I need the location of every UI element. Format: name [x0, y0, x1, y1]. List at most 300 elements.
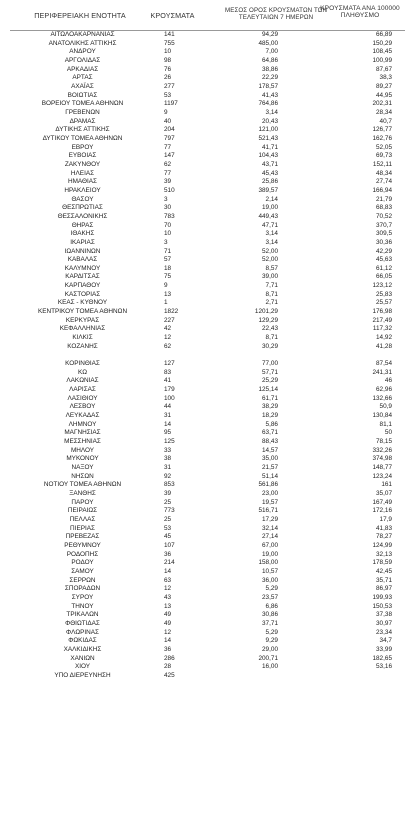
row-cases-per-100000: 33,99 [376, 645, 392, 653]
row-cases: 62 [164, 160, 172, 168]
row-seven-day-average: 35,00 [262, 455, 278, 463]
row-seven-day-average: 52,00 [262, 247, 278, 255]
row-cases-per-100000: 152,11 [372, 160, 392, 168]
row-cases-per-100000: 87,67 [376, 65, 392, 73]
row-cases: 3 [164, 195, 168, 203]
row-cases: 70 [164, 221, 172, 229]
row-region: ΜΥΚΟΝΟΥ [66, 455, 99, 463]
row-cases-per-100000: 172,16 [372, 507, 392, 515]
row-seven-day-average: 19,00 [262, 550, 278, 558]
row-seven-day-average: 23,00 [262, 489, 278, 497]
row-seven-day-average: 6,86 [265, 602, 278, 610]
row-cases: 277 [164, 82, 175, 90]
table-row [0, 360, 413, 368]
row-cases-per-100000: 17,9 [379, 515, 392, 523]
row-cases: 3 [164, 238, 168, 246]
row-cases-per-100000: 161 [381, 481, 392, 489]
row-seven-day-average: 2,71 [265, 299, 278, 307]
row-cases: 147 [164, 152, 175, 160]
row-cases: 57 [164, 256, 172, 264]
row-region: ΛΕΣΒΟΥ [69, 403, 96, 411]
row-cases-per-100000: 176,98 [372, 308, 392, 316]
row-region: ΣΥΡΟΥ [71, 593, 94, 601]
table-row [0, 412, 413, 420]
row-cases-per-100000: 37,38 [376, 611, 392, 619]
table-row [0, 31, 413, 39]
row-seven-day-average: 5,29 [265, 585, 278, 593]
row-cases: 179 [164, 386, 175, 394]
row-region: ΥΠΟ ΔΙΕΡΕΥΝΗΣΗ [54, 671, 111, 679]
row-cases: 92 [164, 472, 172, 480]
table-row [0, 256, 413, 264]
row-cases: 773 [164, 507, 175, 515]
row-seven-day-average: 38,86 [262, 65, 278, 73]
row-cases-per-100000: 52,05 [376, 143, 392, 151]
table-row [0, 525, 413, 533]
row-seven-day-average: 38,29 [262, 403, 278, 411]
row-cases-per-100000: 124,99 [372, 541, 392, 549]
row-cases-per-100000: 167,49 [372, 498, 392, 506]
row-region: ΝΗΣΩΝ [71, 472, 94, 480]
row-region: ΙΩΑΝΝΙΝΩΝ [64, 247, 101, 255]
row-region: ΔΥΤΙΚΟΥ ΤΟΜΕΑ ΑΘΗΝΩΝ [42, 134, 123, 142]
table-row [0, 533, 413, 541]
table-row [0, 213, 413, 221]
row-region: ΔΡΑΜΑΣ [69, 117, 96, 125]
row-seven-day-average: 22,29 [262, 74, 278, 82]
row-cases-per-100000: 70,52 [376, 212, 392, 220]
row-seven-day-average: 200,71 [258, 654, 278, 662]
row-seven-day-average: 485,00 [258, 39, 278, 47]
row-region: ΦΘΙΩΤΙΔΑΣ [65, 619, 100, 627]
row-cases: 49 [164, 619, 172, 627]
row-cases-per-100000: 148,77 [372, 464, 392, 471]
table-row [0, 265, 413, 273]
row-cases: 40 [164, 117, 172, 125]
row-region: ΞΑΝΘΗΣ [69, 489, 96, 497]
row-seven-day-average: 2,14 [265, 195, 278, 203]
table-row [0, 585, 413, 593]
row-cases-per-100000: 108,45 [372, 48, 392, 56]
row-seven-day-average: 30,29 [262, 342, 278, 350]
table-row [0, 455, 413, 463]
table-row [0, 230, 413, 238]
row-cases-per-100000: 27,74 [376, 178, 392, 186]
row-cases-per-100000: 202,31 [372, 100, 392, 108]
row-region: ΠΡΕΒΕΖΑΣ [65, 533, 100, 541]
row-cases-per-100000: 30,36 [376, 238, 392, 246]
row-cases-per-100000: 166,94 [372, 186, 392, 194]
row-cases: 204 [164, 126, 175, 134]
row-seven-day-average: 3,14 [265, 108, 278, 116]
table-row [0, 161, 413, 169]
table-row [0, 369, 413, 377]
row-cases: 43 [164, 593, 172, 601]
row-cases-per-100000: 66,89 [376, 31, 392, 38]
row-cases: 53 [164, 524, 172, 532]
table-row [0, 178, 413, 186]
row-cases: 31 [164, 412, 172, 420]
row-cases-per-100000: 241,31 [372, 368, 392, 376]
table-row [0, 100, 413, 108]
row-seven-day-average: 9,29 [265, 637, 278, 645]
row-region: ΗΡΑΚΛΕΙΟΥ [64, 186, 101, 194]
table-row [0, 74, 413, 82]
row-region: ΡΟΔΟΠΗΣ [66, 550, 99, 558]
row-cases-per-100000: 42,45 [376, 567, 392, 575]
row-cases: 25 [164, 515, 172, 523]
row-seven-day-average: 8,71 [265, 290, 278, 298]
row-seven-day-average: 3,14 [265, 230, 278, 238]
table-row [0, 551, 413, 559]
row-region: ΑΡΤΑΣ [72, 74, 93, 82]
row-seven-day-average: 32,14 [262, 524, 278, 532]
row-cases-per-100000: 87,54 [376, 360, 392, 368]
row-region: ΚΑΣΤΟΡΙΑΣ [64, 290, 101, 298]
row-region: ΑΝΔΡΟΥ [69, 48, 96, 56]
row-seven-day-average: 23,57 [262, 593, 278, 601]
row-seven-day-average: 158,00 [258, 559, 278, 567]
row-cases: 30 [164, 204, 172, 212]
row-seven-day-average: 7,71 [265, 282, 278, 290]
row-cases-per-100000: 162,76 [372, 134, 392, 142]
row-cases: 13 [164, 602, 172, 610]
row-region: ΚΩ [77, 368, 88, 376]
row-cases: 425 [164, 671, 175, 679]
table-row [0, 481, 413, 489]
row-cases: 214 [164, 559, 175, 567]
table-row [0, 170, 413, 178]
row-seven-day-average: 61,71 [262, 394, 278, 402]
row-region: ΡΟΔΟΥ [71, 559, 94, 567]
row-cases-per-100000: 150,53 [372, 602, 392, 610]
row-cases-per-100000: 25,57 [376, 299, 392, 307]
row-seven-day-average: 64,86 [262, 56, 278, 64]
row-cases: 755 [164, 39, 175, 47]
row-seven-day-average: 43,71 [262, 160, 278, 168]
row-cases-per-100000: 86,97 [376, 585, 392, 593]
table-row [0, 204, 413, 212]
row-cases: 77 [164, 169, 172, 177]
row-region: ΛΗΜΝΟΥ [68, 420, 97, 428]
table-row [0, 559, 413, 567]
row-region: ΕΒΡΟΥ [71, 143, 94, 151]
table-row [0, 377, 413, 385]
row-cases: 95 [164, 429, 172, 437]
row-region: ΠΕΛΛΑΣ [69, 515, 96, 523]
table-row [0, 343, 413, 351]
row-region: ΧΑΝΙΩΝ [70, 654, 95, 662]
table-row [0, 187, 413, 195]
row-region: ΣΕΡΡΩΝ [69, 576, 96, 584]
row-cases-per-100000: 38,3 [379, 74, 392, 82]
table-row [0, 308, 413, 316]
row-seven-day-average: 449,43 [258, 212, 278, 220]
table-row [0, 429, 413, 437]
row-region: ΣΠΟΡΑΔΩΝ [64, 585, 101, 593]
row-region: ΚΟΡΙΝΘΙΑΣ [65, 360, 100, 368]
table-row [0, 222, 413, 230]
row-region: ΚΑΡΔΙΤΣΑΣ [65, 273, 100, 281]
row-region: ΝΟΤΙΟΥ ΤΟΜΕΑ ΑΘΗΝΩΝ [43, 481, 122, 489]
row-cases-per-100000: 78,27 [376, 533, 392, 541]
row-seven-day-average: 29,00 [262, 645, 278, 653]
row-cases-per-100000: 53,16 [376, 663, 392, 671]
row-seven-day-average: 3,14 [265, 238, 278, 246]
row-cases-per-100000: 117,32 [372, 325, 392, 333]
row-region: ΚΕΝΤΡΙΚΟΥ ΤΟΜΕΑ ΑΘΗΝΩΝ [37, 308, 128, 316]
row-cases-per-100000: 41,83 [376, 524, 392, 532]
table-row [0, 577, 413, 585]
row-seven-day-average: 67,00 [262, 541, 278, 549]
row-seven-day-average: 39,00 [262, 273, 278, 281]
row-seven-day-average: 8,71 [265, 334, 278, 342]
row-cases: 9 [164, 282, 168, 290]
table-row [0, 421, 413, 429]
row-cases-per-100000: 69,73 [376, 152, 392, 160]
row-cases: 783 [164, 212, 175, 220]
row-cases-per-100000: 89,27 [376, 82, 392, 90]
row-region: ΚΕΑΣ - ΚΥΘΝΟΥ [57, 299, 108, 307]
row-seven-day-average: 57,71 [262, 368, 278, 376]
row-cases-per-100000: 68,83 [376, 204, 392, 212]
table-row [0, 239, 413, 247]
row-cases-per-100000: 123,24 [372, 472, 392, 480]
table-row [0, 473, 413, 481]
row-cases-per-100000: 62,96 [376, 386, 392, 394]
row-cases-per-100000: 182,65 [372, 654, 392, 662]
row-region: ΛΑΣΙΘΙΟΥ [67, 394, 98, 402]
row-cases: 127 [164, 360, 175, 368]
row-region: ΑΡΓΟΛΙΔΑΣ [64, 56, 101, 64]
row-cases: 39 [164, 489, 172, 497]
row-cases-per-100000: 48,34 [376, 169, 392, 177]
row-seven-day-average: 16,00 [262, 663, 278, 671]
row-region: ΧΙΟΥ [74, 663, 91, 671]
row-cases-per-100000: 35,07 [376, 489, 392, 497]
row-cases-per-100000: 45,63 [376, 256, 392, 264]
table-row [0, 282, 413, 290]
row-seven-day-average: 27,14 [262, 533, 278, 541]
row-cases-per-100000: 370,7 [376, 221, 392, 229]
row-seven-day-average: 41,71 [262, 143, 278, 151]
row-region: ΦΛΩΡΙΝΑΣ [65, 628, 99, 636]
row-cases-per-100000: 132,66 [372, 394, 392, 402]
row-region: ΑΝΑΤΟΛΙΚΗΣ ΑΤΤΙΚΗΣ [48, 39, 117, 47]
row-region: ΤΗΝΟΥ [71, 602, 94, 610]
row-cases: 13 [164, 290, 172, 298]
table-row [0, 507, 413, 515]
row-cases: 53 [164, 91, 172, 99]
row-seven-day-average: 521,43 [258, 134, 278, 142]
table-row [0, 40, 413, 48]
row-region: ΠΙΕΡΙΑΣ [70, 524, 95, 532]
table-row [0, 135, 413, 143]
table-row [0, 118, 413, 126]
table-row [0, 83, 413, 91]
row-seven-day-average: 764,86 [258, 100, 278, 108]
row-region: ΜΑΓΝΗΣΙΑΣ [64, 429, 101, 437]
row-cases: 39 [164, 178, 172, 186]
row-region: ΜΗΛΟΥ [70, 446, 95, 454]
row-cases-per-100000: 21,79 [376, 195, 392, 203]
row-seven-day-average: 19,00 [262, 204, 278, 212]
row-cases: 28 [164, 663, 172, 671]
row-region: ΖΑΚΥΝΘΟΥ [64, 160, 101, 168]
row-cases: 853 [164, 481, 175, 489]
table-row [0, 273, 413, 281]
row-seven-day-average: 22,43 [262, 325, 278, 333]
row-cases-per-100000: 66,05 [376, 273, 392, 281]
row-seven-day-average: 20,43 [262, 117, 278, 125]
row-region: ΚΟΖΑΝΗΣ [67, 342, 98, 350]
table-row [0, 603, 413, 611]
row-cases: 36 [164, 550, 172, 558]
row-seven-day-average: 10,57 [262, 567, 278, 575]
header-cases-per-100000: ΚΡΟΥΣΜΑΤΑ ΑΝΑ 100000 ΠΛΗΘΥΣΜΟ [320, 5, 400, 19]
row-cases-per-100000: 40,7 [379, 117, 392, 125]
row-cases-per-100000: 30,97 [376, 619, 392, 627]
row-cases-per-100000: 41,28 [376, 342, 392, 350]
row-seven-day-average: 21,57 [262, 464, 278, 471]
table-row [0, 386, 413, 394]
row-cases: 33 [164, 446, 172, 454]
table-row [0, 66, 413, 74]
row-cases: 71 [164, 247, 172, 255]
row-cases-per-100000: 374,98 [372, 455, 392, 463]
row-region: ΚΙΛΚΙΣ [72, 334, 93, 342]
row-region: ΑΙΤΩΛΟΑΚΑΡΝΑΝΙΑΣ [50, 31, 115, 38]
table-row [0, 291, 413, 299]
row-cases: 10 [164, 48, 172, 56]
table-row [0, 351, 413, 359]
row-cases: 9 [164, 108, 168, 116]
row-region: ΒΟΡΕΙΟΥ ΤΟΜΕΑ ΑΘΗΝΩΝ [41, 100, 124, 108]
row-region: ΙΘΑΚΗΣ [70, 230, 95, 238]
row-region: ΛΑΡΙΣΑΣ [69, 386, 96, 394]
row-cases: 1197 [164, 100, 178, 108]
table-row [0, 542, 413, 550]
table-row [0, 629, 413, 637]
row-region: ΙΚΑΡΙΑΣ [70, 238, 95, 246]
table-row [0, 464, 413, 472]
table-row [0, 334, 413, 342]
row-seven-day-average: 1201,29 [254, 308, 278, 316]
row-seven-day-average: 5,29 [265, 628, 278, 636]
row-seven-day-average: 52,00 [262, 256, 278, 264]
row-cases-per-100000: 126,77 [372, 126, 392, 134]
table-row [0, 620, 413, 628]
row-cases-per-100000: 42,29 [376, 247, 392, 255]
row-region: ΗΜΑΘΙΑΣ [67, 178, 98, 186]
row-region: ΓΡΕΒΕΝΩΝ [65, 108, 100, 116]
row-cases: 49 [164, 611, 172, 619]
row-cases-per-100000: 32,13 [376, 550, 392, 558]
row-cases: 227 [164, 316, 175, 324]
row-cases: 45 [164, 533, 172, 541]
row-seven-day-average: 104,43 [258, 152, 278, 160]
row-seven-day-average: 94,29 [262, 31, 278, 38]
row-cases-per-100000: 28,34 [376, 108, 392, 116]
row-seven-day-average: 41,43 [262, 91, 278, 99]
row-seven-day-average: 5,86 [265, 420, 278, 428]
table-row [0, 663, 413, 671]
row-region: ΘΑΣΟΥ [71, 195, 94, 203]
row-cases-per-100000: 309,5 [376, 230, 392, 238]
row-cases: 1822 [164, 308, 179, 316]
row-seven-day-average: 25,29 [262, 377, 278, 385]
row-cases-per-100000: 34,7 [379, 637, 392, 645]
table-row [0, 646, 413, 654]
row-region: ΑΡΚΑΔΙΑΣ [66, 65, 99, 73]
table-row [0, 499, 413, 507]
row-cases: 141 [164, 31, 175, 38]
header-seven-day-average: ΜΕΣΟΣ ΟΡΟΣ ΚΡΟΥΣΜΑΤΩΝ ΤΩΝ ΤΕΛΕΥΤΑΙΩΝ 7 ΗΜΕΡΩΝ [224, 7, 328, 21]
row-region: ΛΑΚΩΝΙΑΣ [66, 377, 99, 385]
row-seven-day-average: 25,86 [262, 178, 278, 186]
row-cases: 12 [164, 585, 172, 593]
table-row [0, 248, 413, 256]
row-cases: 125 [164, 438, 175, 446]
row-seven-day-average: 37,71 [262, 619, 278, 627]
table-row [0, 516, 413, 524]
table-row [0, 92, 413, 100]
table-row [0, 57, 413, 65]
row-seven-day-average: 125,14 [258, 386, 278, 394]
row-cases: 42 [164, 325, 172, 333]
row-region: ΚΑΛΥΜΝΟΥ [64, 264, 101, 272]
row-region: ΡΕΘΥΜΝΟΥ [64, 541, 101, 549]
row-region: ΚΑΒΑΛΑΣ [67, 256, 98, 264]
row-seven-day-average: 36,00 [262, 576, 278, 584]
row-cases: 62 [164, 342, 172, 350]
row-cases-per-100000: 35,71 [376, 576, 392, 584]
row-region: ΘΕΣΠΡΩΤΙΑΣ [62, 204, 103, 212]
row-region: ΜΕΣΣΗΝΙΑΣ [64, 438, 101, 446]
row-cases: 83 [164, 368, 172, 376]
row-seven-day-average: 63,71 [262, 429, 278, 437]
table-row [0, 490, 413, 498]
row-cases: 12 [164, 628, 172, 636]
table-row [0, 655, 413, 663]
row-region: ΔΥΤΙΚΗΣ ΑΤΤΙΚΗΣ [55, 126, 110, 134]
row-cases: 63 [164, 576, 172, 584]
row-region: ΕΥΒΟΙΑΣ [68, 152, 97, 160]
row-region: ΤΡΙΚΑΛΩΝ [66, 611, 99, 619]
row-cases-per-100000: 178,59 [372, 559, 392, 567]
row-region: ΚΕΡΚΥΡΑΣ [65, 316, 100, 324]
row-cases-per-100000: 332,26 [372, 446, 392, 454]
row-cases: 14 [164, 637, 172, 645]
row-region: ΘΕΣΣΑΛΟΝΙΚΗΣ [57, 212, 108, 220]
row-cases: 14 [164, 567, 172, 575]
row-seven-day-average: 19,57 [262, 498, 278, 506]
row-region: ΠΑΡΟΥ [71, 498, 94, 506]
table-row [0, 48, 413, 56]
row-seven-day-average: 88,43 [262, 438, 278, 446]
row-seven-day-average: 45,43 [262, 169, 278, 177]
header-region: ΠΕΡΙΦΕΡΕΙΑΚΗ ΕΝΟΤΗΤΑ [34, 11, 126, 20]
row-cases: 797 [164, 134, 175, 142]
table-row [0, 403, 413, 411]
row-cases-per-100000: 150,29 [372, 39, 392, 47]
row-cases: 286 [164, 654, 175, 662]
table-row [0, 594, 413, 602]
row-cases-per-100000: 81,1 [379, 420, 392, 428]
row-cases-per-100000: 130,84 [372, 412, 392, 420]
table-row [0, 152, 413, 160]
row-cases: 107 [164, 541, 175, 549]
